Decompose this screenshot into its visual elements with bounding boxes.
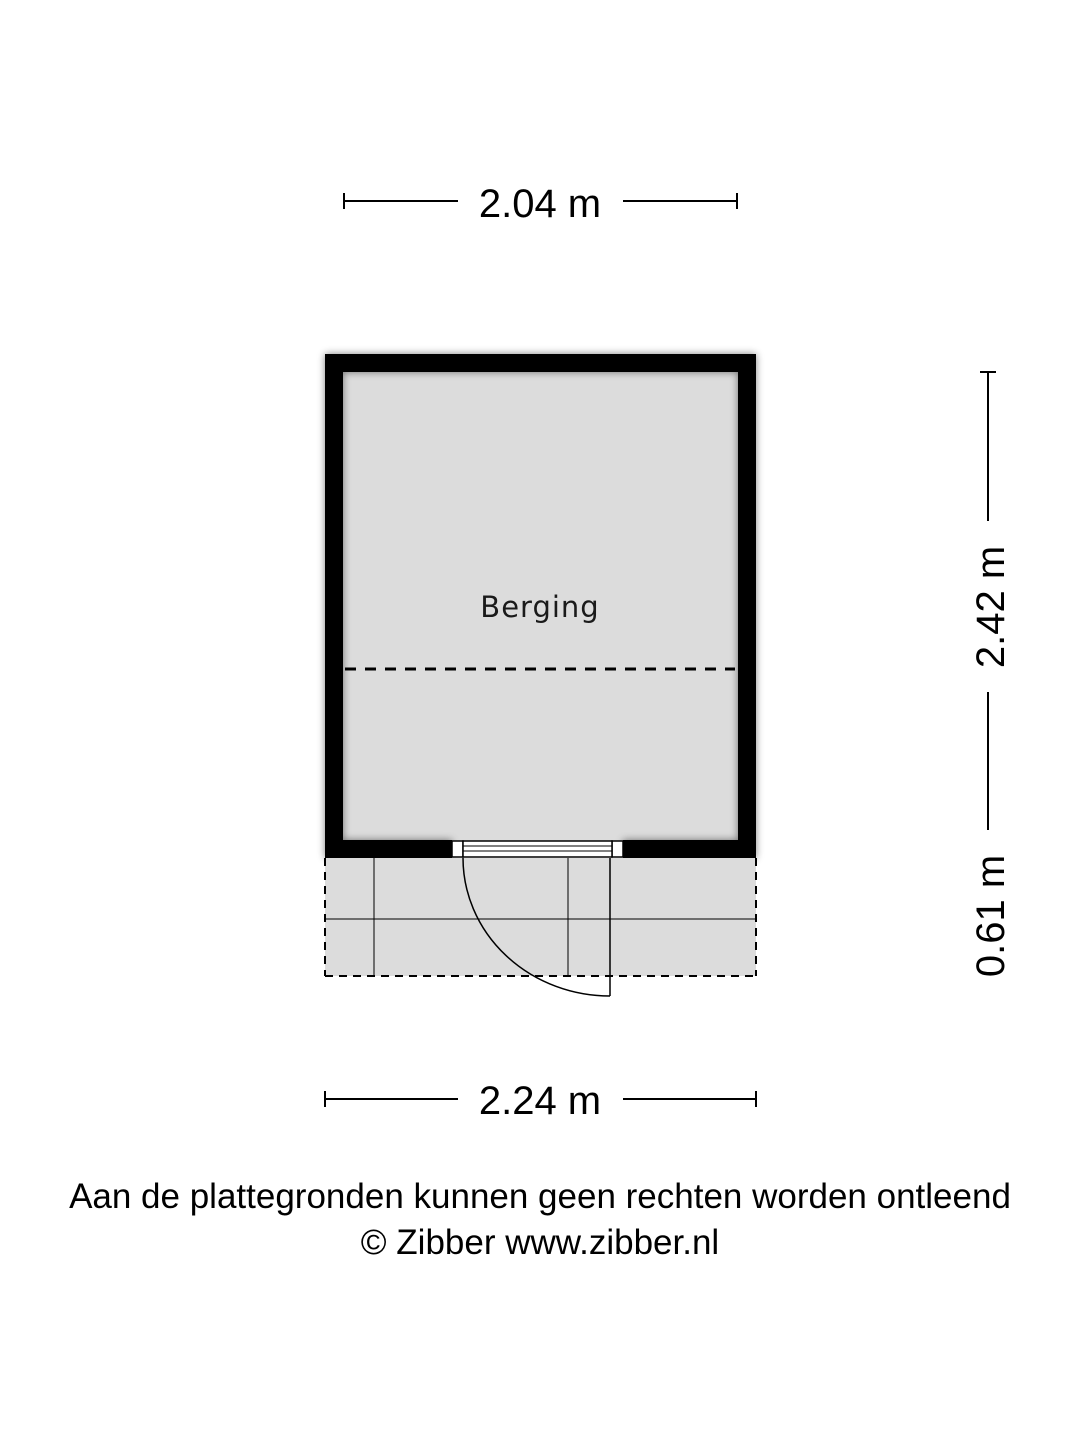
top-width-label: 2.04 m <box>478 182 602 226</box>
right-dimension <box>969 372 1013 977</box>
copyright-text: © Zibber www.zibber.nl <box>360 1223 720 1262</box>
door-frame <box>452 841 623 857</box>
bottom-width-label: 2.24 m <box>478 1079 602 1123</box>
right-lower-height-label: 0.61 m <box>969 854 1013 978</box>
disclaimer-text: Aan de plattegronden kunnen geen rechten worden ontleend <box>69 1177 1011 1216</box>
porch-area <box>325 858 756 976</box>
right-upper-height-label: 2.42 m <box>969 545 1013 669</box>
top-dimension <box>344 182 737 226</box>
room-label: Berging <box>480 590 600 624</box>
bottom-dimension <box>325 1079 756 1123</box>
